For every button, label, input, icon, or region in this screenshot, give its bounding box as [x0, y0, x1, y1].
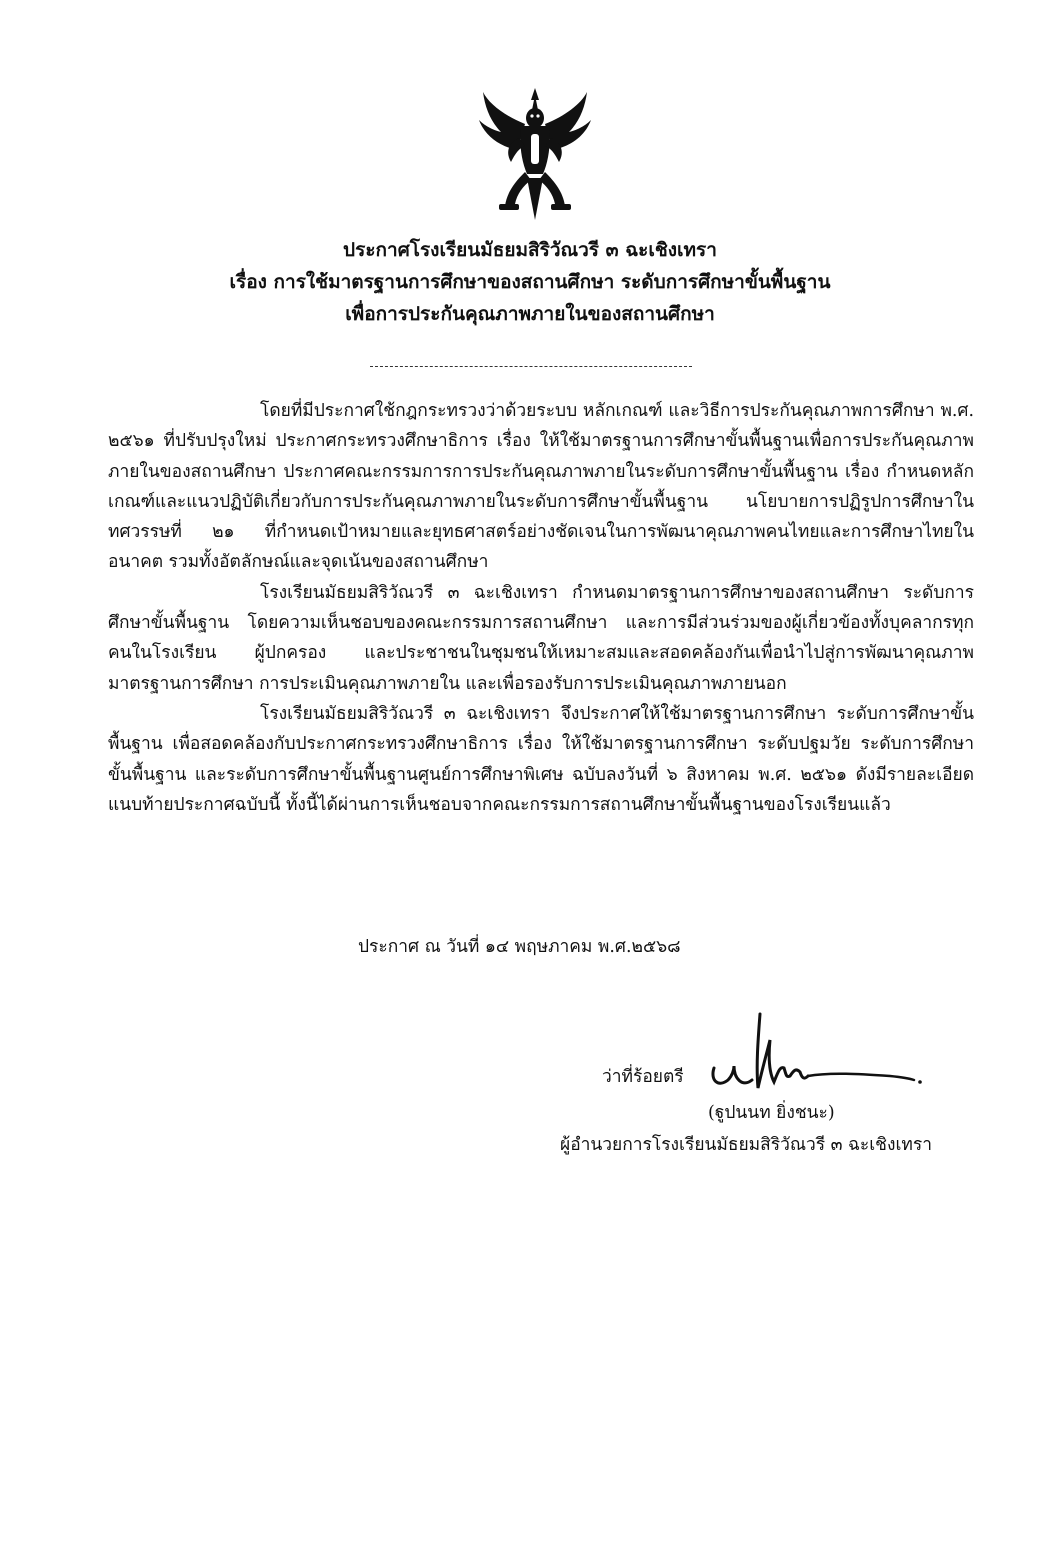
paragraph-3-text: โรงเรียนมัธยมสิริวัณวรี ๓ ฉะเชิงเทรา จึงประกาศให้ใช้มาตรฐานการศึกษา ระดับการศึกษาขั้นพื้นฐาน เพื่อสอดคล้องกับประกาศกระทรวงศึกษาธิการ เรื่อง ให้ใช้มาตรฐานการศึกษา ระดับปฐมวัย ระดับการศึกษาขั้นพื้นฐาน และระดับการศึกษาขั้นพื้นฐานศูนย์การศึกษาพิเศษ ฉบับลงวันที่ ๖ สิงหาคม พ.ศ. ๒๕๖๑ ดังมีรายละเอียดแนบท้ายประกาศฉบับนี้ ทั้งนี้ได้ผ่านการเห็นชอบจากคณะกรรมการสถานศึกษาขั้นพื้นฐานของโรงเรียนแล้ว: [108, 703, 974, 815]
announcement-subject: เรื่อง การใช้มาตรฐานการศึกษาของสถานศึกษา ระดับการศึกษาขั้นพื้นฐาน: [229, 271, 831, 293]
signer-name: (ฐูปนนท ยิ่งชนะ): [708, 1103, 835, 1123]
signer-position: ผู้อำนวยการโรงเรียนมัธยมสิริวัณวรี ๓ ฉะเชิงเทรา: [560, 1135, 932, 1155]
announcement-purpose: เพื่อการประกันคุณภาพภายในของสถานศึกษา: [345, 303, 715, 325]
paragraph-1-text: โดยที่มีประกาศใช้กฎกระทรวงว่าด้วยระบบ หลักเกณฑ์ และวิธีการประกันคุณภาพการศึกษา พ.ศ. ๒๕๖๑ ที่ปรับปรุงใหม่ ประกาศกระทรวงศึกษาธิการ เรื่อง ให้ใช้มาตรฐานการศึกษาขั้นพื้นฐานเพื่อการประกันคุณภาพภายในของสถานศึกษา ประกาศคณะกรรมการการประกันคุณภาพภายในระดับการศึกษาขั้นพื้นฐาน เรื่อง กำหนดหลักเกณฑ์และแนวปฏิบัติเกี่ยวกับการประกันคุณภาพภายในระดับการศึกษาขั้นพื้นฐาน นโยบายการปฏิรูปการศึกษาในทศวรรษที่ ๒๑ ที่กำหนดเป้าหมายและยุทธศาสตร์อย่างชัดเจนในการพัฒนาคุณภาพคนไทยและการศึกษาไทยในอนาคต รวมทั้งอัตลักษณ์และจุดเน้นของสถานศึกษา: [108, 401, 974, 573]
paragraph-2: [108, 578, 974, 699]
garuda-emblem-icon: [475, 86, 595, 222]
paragraph-3: [108, 699, 974, 820]
paragraph-1: [108, 396, 974, 578]
announcement-date: ประกาศ ณ วันที่ ๑๔ พฤษภาคม พ.ศ.๒๕๖๘: [358, 937, 681, 957]
document-header: [180, 234, 880, 330]
signature-block: [560, 1010, 1010, 1170]
announcement-title: ประกาศโรงเรียนมัธยมสิริวัณวรี ๓ ฉะเชิงเทรา: [343, 239, 717, 261]
signer-rank: ว่าที่ร้อยตรี: [602, 1067, 684, 1087]
document-body: [108, 396, 974, 820]
paragraph-2-text: โรงเรียนมัธยมสิริวัณวรี ๓ ฉะเชิงเทรา กำหนดมาตรฐานการศึกษาของสถานศึกษา ระดับการศึกษาขั้นพื้นฐาน โดยความเห็นชอบของคณะกรรมการสถานศึกษา และการมีส่วนร่วมของผู้เกี่ยวข้องทั้งบุคลากรทุกคนในโรงเรียน ผู้ปกครอง และประชาชนในชุมชนให้เหมาะสมและสอดคล้องกันเพื่อนำไปสู่การพัฒนาคุณภาพมาตรฐานการศึกษา การประเมินคุณภาพภายใน และเพื่อรองรับการประเมินคุณภาพภายนอก: [108, 582, 974, 694]
header-divider: [370, 366, 692, 367]
handwritten-signature: [700, 1010, 930, 1100]
